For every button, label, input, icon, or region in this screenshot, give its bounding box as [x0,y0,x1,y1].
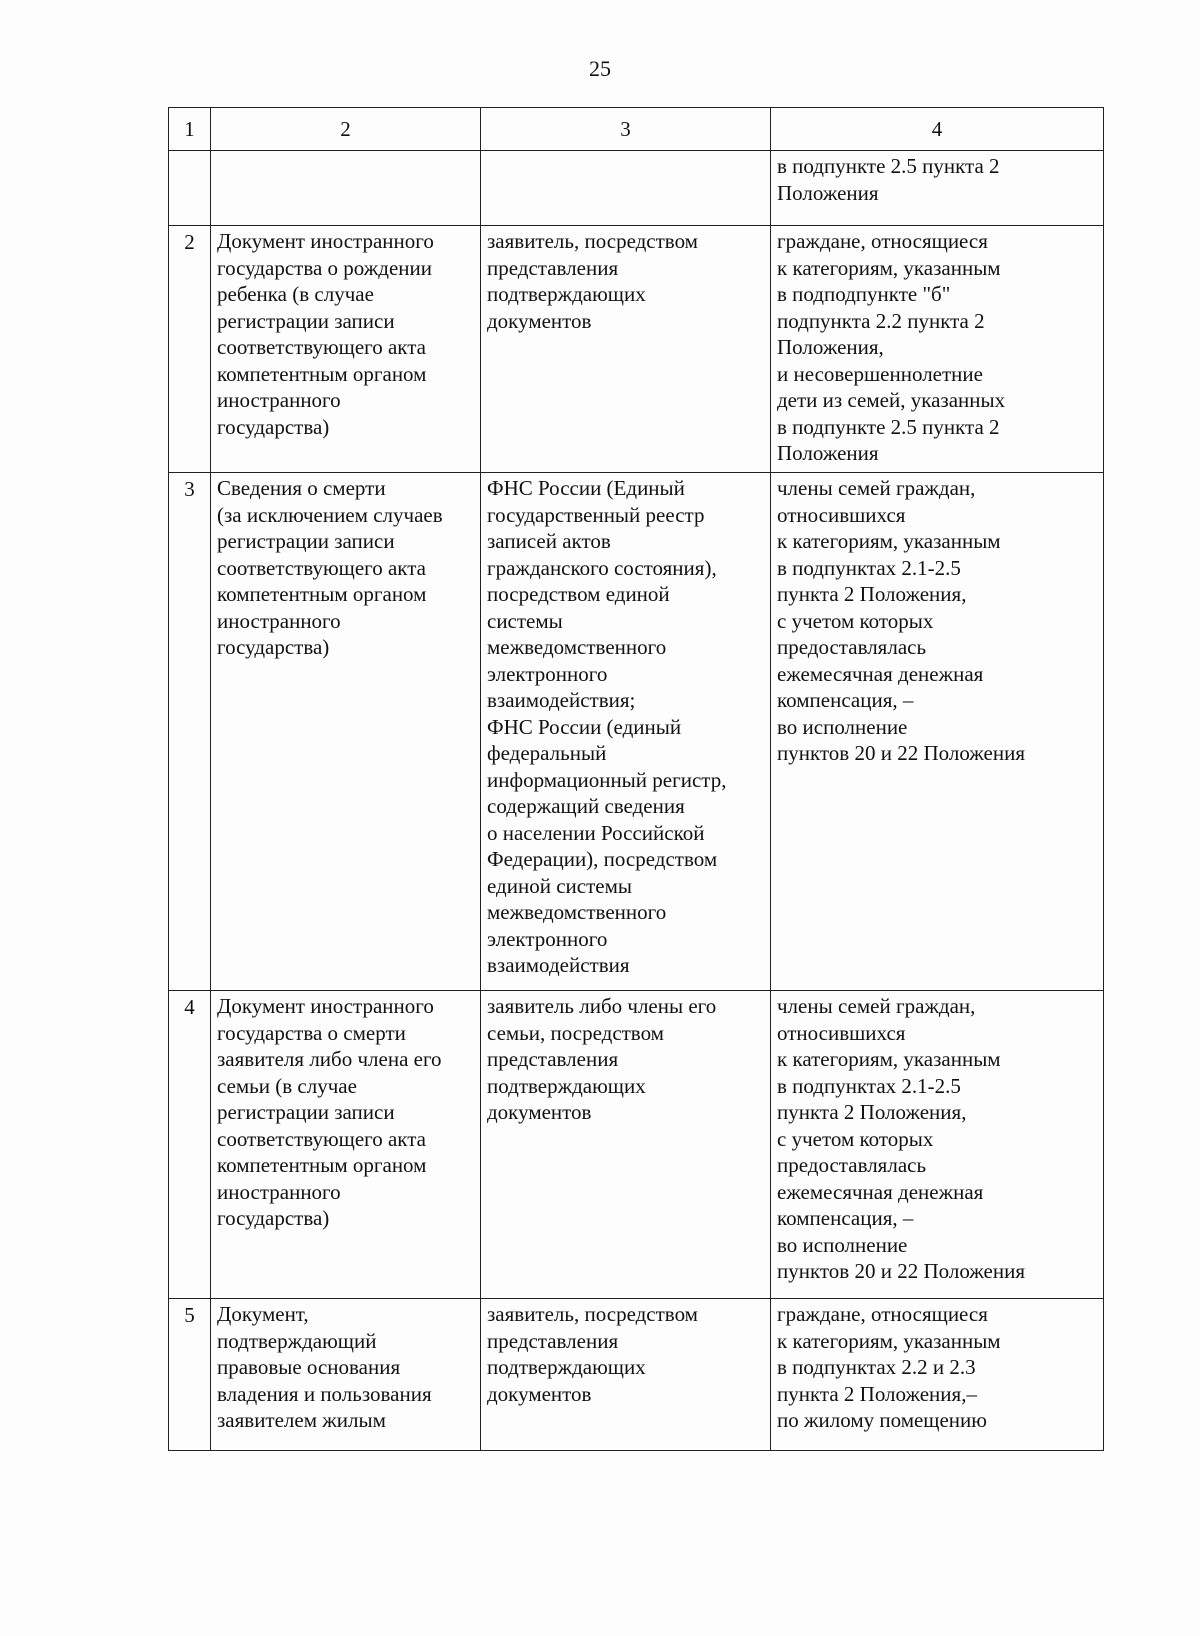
applies-to-cell: граждане, относящиеся к категориям, указанным в подпунктах 2.2 и 2.3 пункта 2 Положения,– по жилому помещению [771,1299,1104,1451]
source-cell: заявитель, посредством представления подтверждающих документов [481,226,771,473]
header-cell-2: 2 [211,108,481,151]
table-row [169,991,1104,1299]
document-cell: Документ иностранного государства о рождении ребенка (в случае регистрации записи соответствующего акта компетентным органом иностранного государства) [211,226,481,473]
applies-to-cell: члены семей граждан, относившихся к категориям, указанным в подпунктах 2.1-2.5 пункта 2 Положения, с учетом которых предоставлялась ежемесячная денежная компенсация, – во исполнение пунктов 20 и 22 Положения [771,991,1104,1299]
applies-to-cell: в подпункте 2.5 пункта 2 Положения [771,151,1104,226]
document-cell: Документ, подтверждающий правовые основания владения и пользования заявителем жилым [211,1299,481,1451]
table-row [169,473,1104,991]
header-cell-3: 3 [481,108,771,151]
table-header-row [169,108,1104,151]
source-cell: заявитель либо члены его семьи, посредством представления подтверждающих документов [481,991,771,1299]
source-cell: заявитель, посредством представления подтверждающих документов [481,1299,771,1451]
header-cell-1: 1 [169,108,211,151]
table-row [169,1299,1104,1451]
row-number-cell: 2 [169,226,211,473]
row-number-cell: 4 [169,991,211,1299]
row-number-cell [169,151,211,226]
document-cell: Документ иностранного государства о смерти заявителя либо члена его семьи (в случае регистрации записи соответствующего акта компетентным органом иностранного государства) [211,991,481,1299]
applies-to-cell: граждане, относящиеся к категориям, указанным в подподпункте "б" подпункта 2.2 пункта 2 Положения, и несовершеннолетние дети из семей, указанных в подпункте 2.5 пункта 2 Положения [771,226,1104,473]
document-cell: Сведения о смерти (за исключением случаев регистрации записи соответствующего акта компетентным органом иностранного государства) [211,473,481,991]
source-cell: ФНС России (Единый государственный реестр записей актов гражданского состояния), посредством единой системы межведомственного электронного взаимодействия; ФНС России (единый федеральный информационный регистр, содержащий сведения о населении Российской Федерации), посредством единой системы межведомственного электронного взаимодействия [481,473,771,991]
header-cell-4: 4 [771,108,1104,151]
document-cell [211,151,481,226]
row-number-cell: 5 [169,1299,211,1451]
row-number-cell: 3 [169,473,211,991]
document-table [168,107,1104,1451]
page-number: 25 [589,56,611,81]
source-cell [481,151,771,226]
applies-to-cell: члены семей граждан, относившихся к категориям, указанным в подпунктах 2.1-2.5 пункта 2 Положения, с учетом которых предоставлялась ежемесячная денежная компенсация, – во исполнение пунктов 20 и 22 Положения [771,473,1104,991]
table-row [169,226,1104,473]
table-row [169,151,1104,226]
